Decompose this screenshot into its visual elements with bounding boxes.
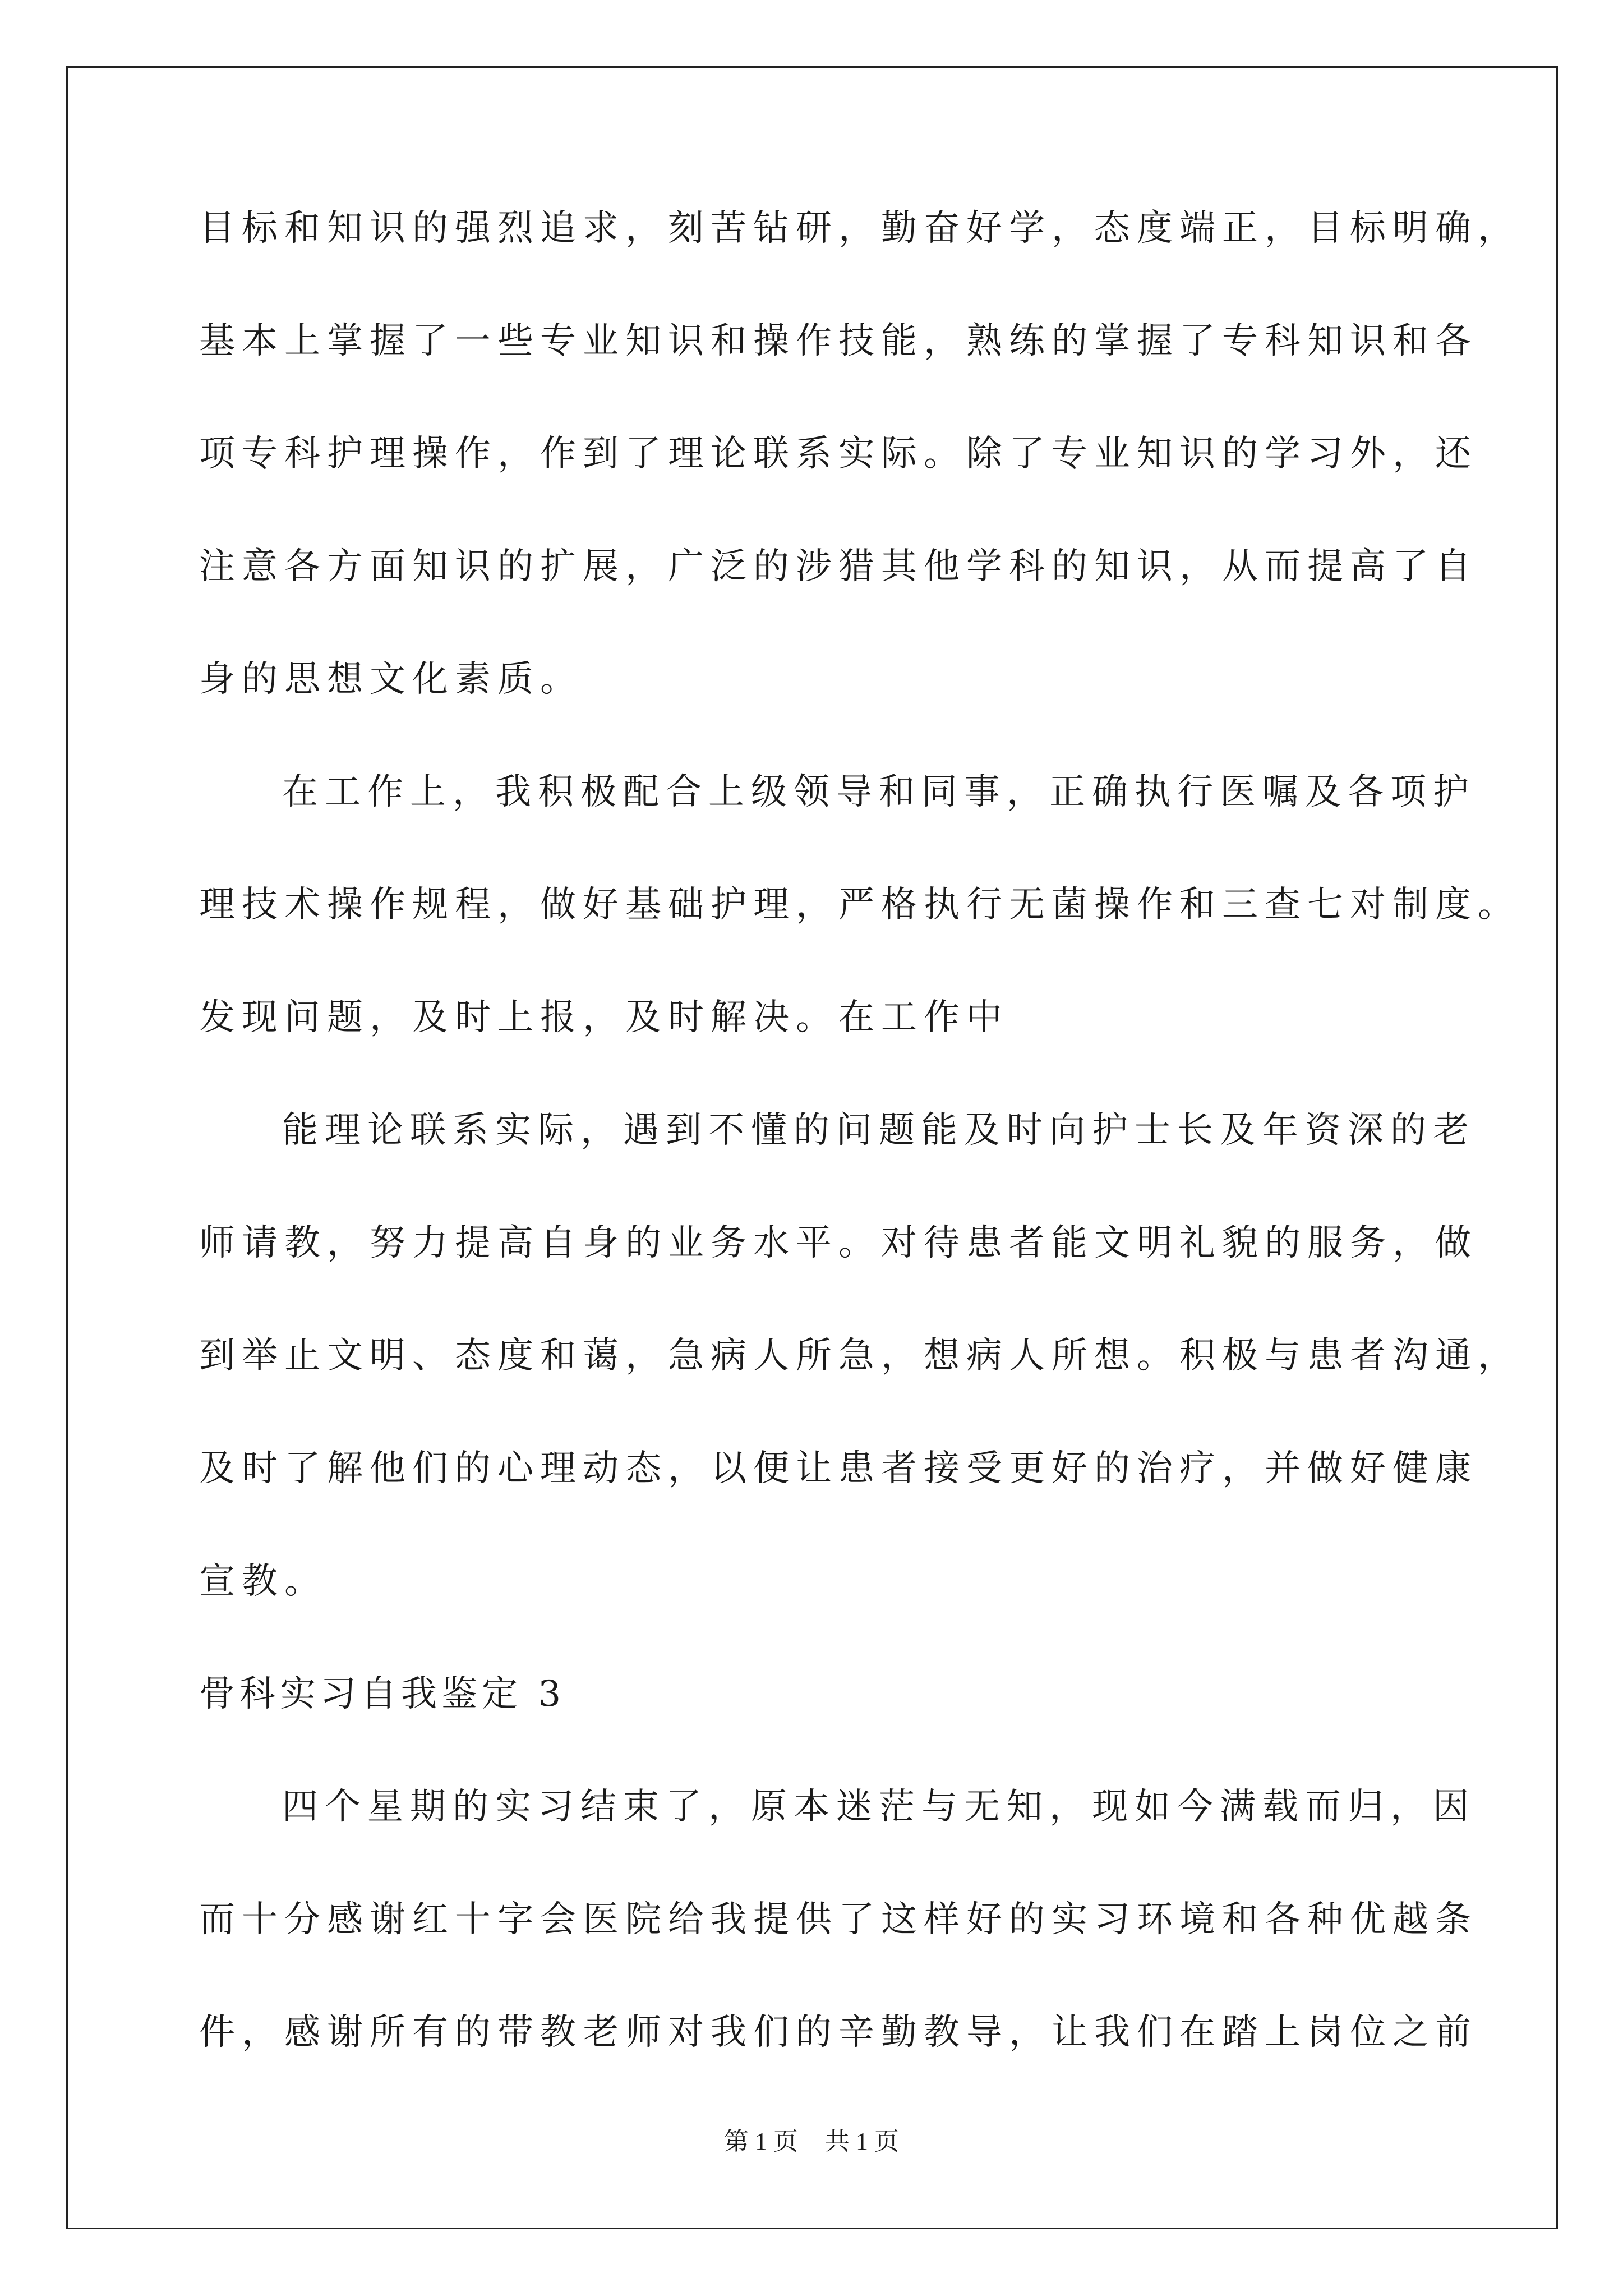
page-footer: [0, 2129, 1623, 2154]
paragraph-start-line: 能理论联系实际，遇到不懂的问题能及时向护士长及年资深的老: [282, 1110, 1476, 1151]
text-line: 及时了解他们的心理动态，以便让患者接受更好的治疗，并做好健康: [199, 1448, 1478, 1489]
paragraph-start-line: 在工作上，我积极配合上级领导和同事，正确执行医嘱及各项护: [282, 771, 1476, 813]
document-body: [199, 208, 1520, 2127]
text-line: 注意各方面知识的扩展，广泛的涉猎其他学科的知识，从而提高了自: [199, 546, 1478, 587]
paragraph-start-line: 四个星期的实习结束了，原本迷茫与无知，现如今满载而归，因: [282, 1786, 1476, 1828]
section-heading: 骨科实习自我鉴定 3: [199, 1673, 566, 1715]
text-line: 到举止文明、态度和蔼，急病人所急，想病人所想。积极与患者沟通，: [199, 1335, 1520, 1377]
text-line: 理技术操作规程，做好基础护理，严格执行无菌操作和三查七对制度。: [199, 884, 1520, 926]
text-line: 身的思想文化素质。: [199, 659, 583, 700]
text-line: 宣教。: [199, 1561, 327, 1602]
page-number-current: 第 1 页: [724, 2128, 798, 2155]
text-line: 而十分感谢红十字会医院给我提供了这样好的实习环境和各种优越条: [199, 1899, 1478, 1940]
text-line: 发现问题，及时上报，及时解决。在工作中: [199, 997, 1009, 1038]
page-number-total: 共 1 页: [825, 2128, 899, 2155]
text-line: 基本上掌握了一些专业知识和操作技能，熟练的掌握了专科知识和各: [199, 320, 1478, 362]
text-line: 项专科护理操作，作到了理论联系实际。除了专业知识的学习外，还: [199, 433, 1478, 475]
text-line: 师请教，努力提高自身的业务水平。对待患者能文明礼貌的服务，做: [199, 1222, 1478, 1264]
text-line: 目标和知识的强烈追求，刻苦钻研，勤奋好学，态度端正，目标明确，: [199, 208, 1520, 249]
text-line: 件，感谢所有的带教老师对我们的辛勤教导，让我们在踏上岗位之前: [199, 2012, 1478, 2053]
